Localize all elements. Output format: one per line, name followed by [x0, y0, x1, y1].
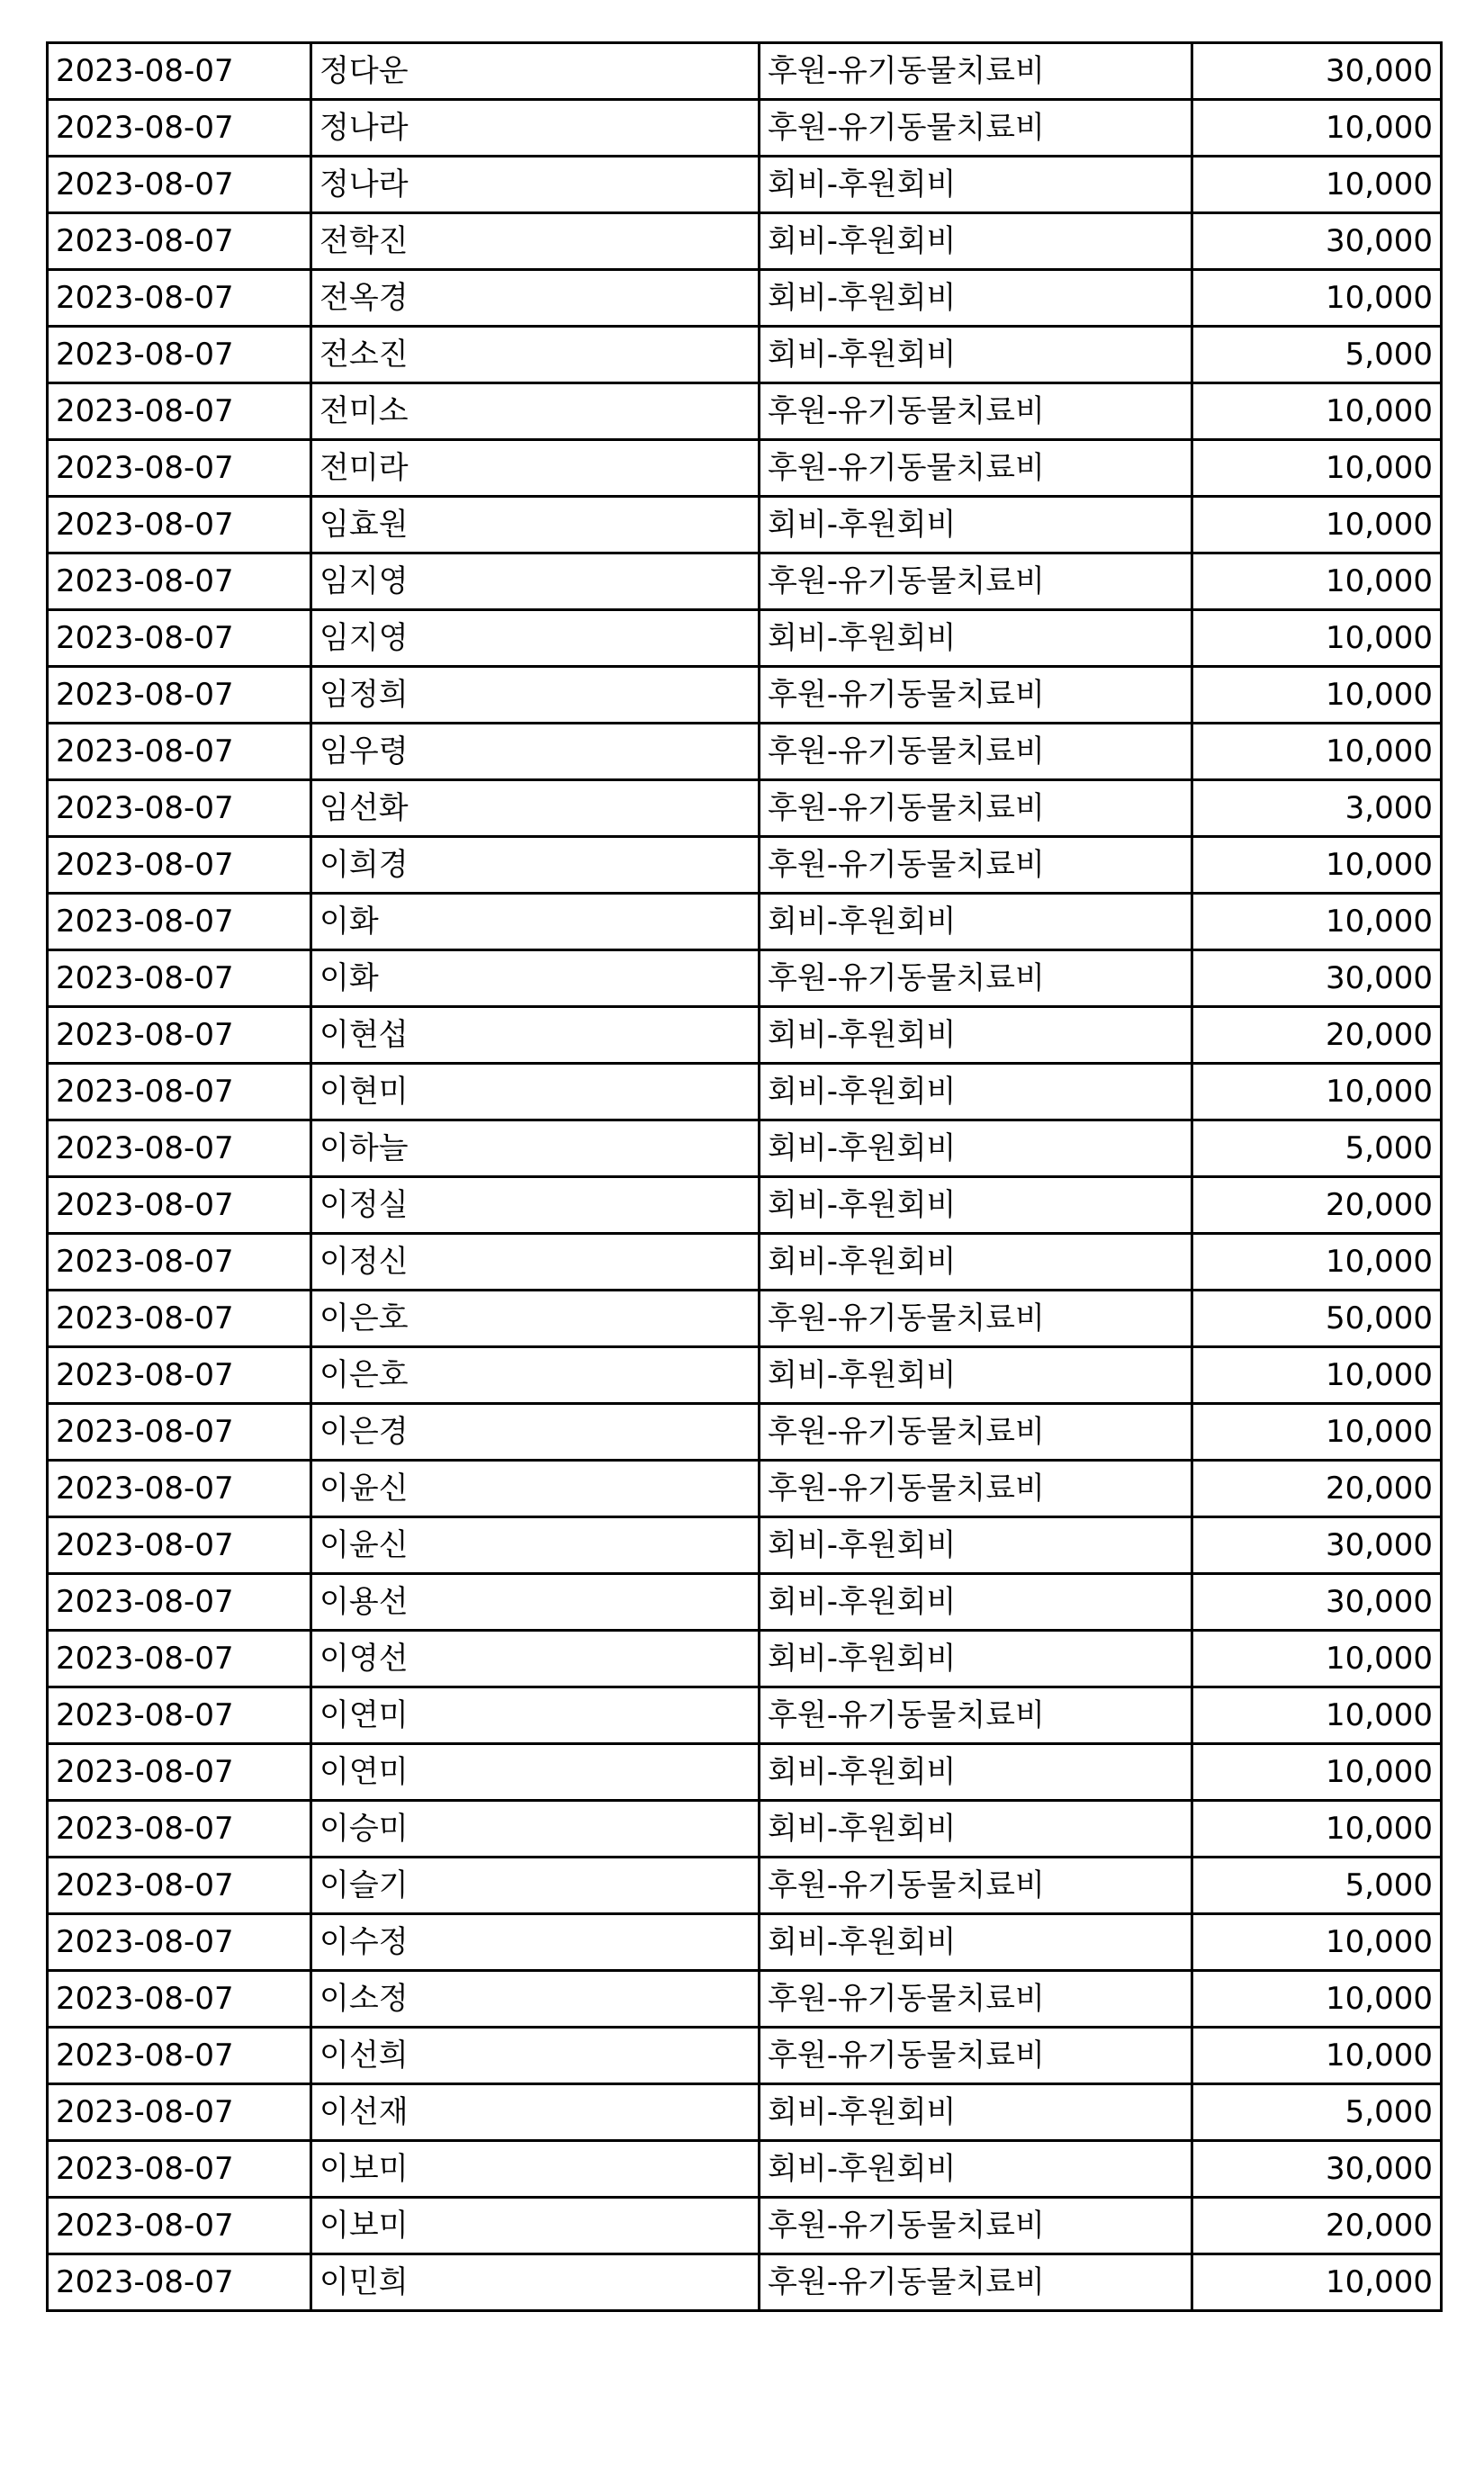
date-cell: 2023-08-07 [48, 894, 311, 950]
name-cell: 이윤신 [311, 1461, 760, 1517]
amount-cell: 10,000 [1192, 270, 1442, 327]
name-cell: 임지영 [311, 553, 760, 610]
table-row [48, 440, 1442, 497]
category-cell: 회비-후원회비 [760, 1574, 1192, 1631]
category-cell: 회비-후원회비 [760, 1631, 1192, 1687]
name-cell: 전미소 [311, 383, 760, 440]
table-row [48, 1687, 1442, 1744]
table-row [48, 1177, 1442, 1234]
date-cell: 2023-08-07 [48, 724, 311, 780]
amount-cell: 10,000 [1192, 1914, 1442, 1971]
name-cell: 이선희 [311, 2028, 760, 2084]
date-cell: 2023-08-07 [48, 2198, 311, 2254]
table-row [48, 1971, 1442, 2028]
category-cell: 후원-유기동물치료비 [760, 440, 1192, 497]
amount-cell: 10,000 [1192, 2254, 1442, 2311]
amount-cell: 3,000 [1192, 780, 1442, 837]
date-cell: 2023-08-07 [48, 837, 311, 894]
amount-cell: 10,000 [1192, 497, 1442, 553]
table-row [48, 2028, 1442, 2084]
category-cell: 회비-후원회비 [760, 1347, 1192, 1404]
category-cell: 후원-유기동물치료비 [760, 43, 1192, 100]
date-cell: 2023-08-07 [48, 1461, 311, 1517]
date-cell: 2023-08-07 [48, 327, 311, 383]
table-row [48, 1801, 1442, 1858]
name-cell: 이수정 [311, 1914, 760, 1971]
table-row [48, 43, 1442, 100]
name-cell: 이민희 [311, 2254, 760, 2311]
name-cell: 임지영 [311, 610, 760, 667]
date-cell: 2023-08-07 [48, 213, 311, 270]
table-row [48, 157, 1442, 213]
amount-cell: 30,000 [1192, 2141, 1442, 2198]
table-row [48, 2084, 1442, 2141]
category-cell: 회비-후원회비 [760, 1064, 1192, 1120]
category-cell: 회비-후원회비 [760, 1801, 1192, 1858]
date-cell: 2023-08-07 [48, 1971, 311, 2028]
donation-ledger-table [46, 41, 1443, 2312]
amount-cell: 20,000 [1192, 2198, 1442, 2254]
amount-cell: 30,000 [1192, 213, 1442, 270]
name-cell: 임정희 [311, 667, 760, 724]
table-row [48, 100, 1442, 157]
date-cell: 2023-08-07 [48, 2141, 311, 2198]
date-cell: 2023-08-07 [48, 667, 311, 724]
category-cell: 후원-유기동물치료비 [760, 1461, 1192, 1517]
amount-cell: 10,000 [1192, 1687, 1442, 1744]
table-row [48, 780, 1442, 837]
category-cell: 후원-유기동물치료비 [760, 667, 1192, 724]
category-cell: 회비-후원회비 [760, 2141, 1192, 2198]
category-cell: 후원-유기동물치료비 [760, 1404, 1192, 1461]
amount-cell: 5,000 [1192, 2084, 1442, 2141]
name-cell: 이보미 [311, 2198, 760, 2254]
category-cell: 회비-후원회비 [760, 1120, 1192, 1177]
name-cell: 이정실 [311, 1177, 760, 1234]
date-cell: 2023-08-07 [48, 1347, 311, 1404]
amount-cell: 10,000 [1192, 1404, 1442, 1461]
date-cell: 2023-08-07 [48, 1404, 311, 1461]
amount-cell: 10,000 [1192, 553, 1442, 610]
amount-cell: 5,000 [1192, 327, 1442, 383]
table-row [48, 383, 1442, 440]
date-cell: 2023-08-07 [48, 1291, 311, 1347]
table-row [48, 1291, 1442, 1347]
name-cell: 이윤신 [311, 1517, 760, 1574]
amount-cell: 30,000 [1192, 1517, 1442, 1574]
date-cell: 2023-08-07 [48, 610, 311, 667]
category-cell: 회비-후원회비 [760, 270, 1192, 327]
name-cell: 이현미 [311, 1064, 760, 1120]
name-cell: 임효원 [311, 497, 760, 553]
amount-cell: 5,000 [1192, 1120, 1442, 1177]
amount-cell: 10,000 [1192, 1744, 1442, 1801]
amount-cell: 10,000 [1192, 667, 1442, 724]
amount-cell: 30,000 [1192, 950, 1442, 1007]
table-row [48, 610, 1442, 667]
date-cell: 2023-08-07 [48, 497, 311, 553]
category-cell: 후원-유기동물치료비 [760, 1858, 1192, 1914]
date-cell: 2023-08-07 [48, 1177, 311, 1234]
amount-cell: 10,000 [1192, 1971, 1442, 2028]
amount-cell: 10,000 [1192, 157, 1442, 213]
category-cell: 회비-후원회비 [760, 610, 1192, 667]
name-cell: 이희경 [311, 837, 760, 894]
table-row [48, 497, 1442, 553]
table-row [48, 837, 1442, 894]
date-cell: 2023-08-07 [48, 553, 311, 610]
category-cell: 회비-후원회비 [760, 2084, 1192, 2141]
amount-cell: 10,000 [1192, 1631, 1442, 1687]
date-cell: 2023-08-07 [48, 1631, 311, 1687]
table-row [48, 894, 1442, 950]
date-cell: 2023-08-07 [48, 43, 311, 100]
category-cell: 회비-후원회비 [760, 327, 1192, 383]
table-row [48, 2198, 1442, 2254]
date-cell: 2023-08-07 [48, 1744, 311, 1801]
amount-cell: 10,000 [1192, 100, 1442, 157]
date-cell: 2023-08-07 [48, 1858, 311, 1914]
name-cell: 전옥경 [311, 270, 760, 327]
table-row [48, 1461, 1442, 1517]
category-cell: 회비-후원회비 [760, 1234, 1192, 1291]
name-cell: 정나라 [311, 100, 760, 157]
amount-cell: 10,000 [1192, 837, 1442, 894]
date-cell: 2023-08-07 [48, 2254, 311, 2311]
amount-cell: 20,000 [1192, 1007, 1442, 1064]
table-row [48, 950, 1442, 1007]
amount-cell: 20,000 [1192, 1177, 1442, 1234]
category-cell: 후원-유기동물치료비 [760, 100, 1192, 157]
table-row [48, 1064, 1442, 1120]
table-row [48, 1517, 1442, 1574]
table-row [48, 2141, 1442, 2198]
table-row [48, 1631, 1442, 1687]
category-cell: 후원-유기동물치료비 [760, 2254, 1192, 2311]
name-cell: 임선화 [311, 780, 760, 837]
table-row [48, 1858, 1442, 1914]
name-cell: 이연미 [311, 1687, 760, 1744]
amount-cell: 10,000 [1192, 724, 1442, 780]
date-cell: 2023-08-07 [48, 2084, 311, 2141]
category-cell: 후원-유기동물치료비 [760, 1291, 1192, 1347]
date-cell: 2023-08-07 [48, 1687, 311, 1744]
amount-cell: 50,000 [1192, 1291, 1442, 1347]
amount-cell: 10,000 [1192, 1801, 1442, 1858]
category-cell: 회비-후원회비 [760, 1914, 1192, 1971]
date-cell: 2023-08-07 [48, 1234, 311, 1291]
table-row [48, 1574, 1442, 1631]
amount-cell: 10,000 [1192, 1064, 1442, 1120]
name-cell: 이영선 [311, 1631, 760, 1687]
category-cell: 후원-유기동물치료비 [760, 1687, 1192, 1744]
name-cell: 이선재 [311, 2084, 760, 2141]
name-cell: 이화 [311, 894, 760, 950]
category-cell: 회비-후원회비 [760, 157, 1192, 213]
name-cell: 전소진 [311, 327, 760, 383]
amount-cell: 30,000 [1192, 1574, 1442, 1631]
date-cell: 2023-08-07 [48, 1801, 311, 1858]
name-cell: 이하늘 [311, 1120, 760, 1177]
amount-cell: 10,000 [1192, 383, 1442, 440]
category-cell: 회비-후원회비 [760, 213, 1192, 270]
category-cell: 후원-유기동물치료비 [760, 383, 1192, 440]
date-cell: 2023-08-07 [48, 100, 311, 157]
category-cell: 후원-유기동물치료비 [760, 553, 1192, 610]
date-cell: 2023-08-07 [48, 1574, 311, 1631]
amount-cell: 10,000 [1192, 440, 1442, 497]
name-cell: 이슬기 [311, 1858, 760, 1914]
table-row [48, 1120, 1442, 1177]
table-row [48, 1404, 1442, 1461]
table-row [48, 1914, 1442, 1971]
category-cell: 후원-유기동물치료비 [760, 780, 1192, 837]
table-row [48, 1007, 1442, 1064]
date-cell: 2023-08-07 [48, 157, 311, 213]
category-cell: 회비-후원회비 [760, 1744, 1192, 1801]
amount-cell: 30,000 [1192, 43, 1442, 100]
date-cell: 2023-08-07 [48, 1517, 311, 1574]
date-cell: 2023-08-07 [48, 270, 311, 327]
date-cell: 2023-08-07 [48, 950, 311, 1007]
name-cell: 이은호 [311, 1291, 760, 1347]
category-cell: 후원-유기동물치료비 [760, 1971, 1192, 2028]
category-cell: 후원-유기동물치료비 [760, 950, 1192, 1007]
name-cell: 임우령 [311, 724, 760, 780]
name-cell: 이승미 [311, 1801, 760, 1858]
amount-cell: 10,000 [1192, 610, 1442, 667]
table-row [48, 1347, 1442, 1404]
name-cell: 이연미 [311, 1744, 760, 1801]
name-cell: 정다운 [311, 43, 760, 100]
date-cell: 2023-08-07 [48, 780, 311, 837]
name-cell: 이정신 [311, 1234, 760, 1291]
amount-cell: 10,000 [1192, 1347, 1442, 1404]
date-cell: 2023-08-07 [48, 1007, 311, 1064]
amount-cell: 10,000 [1192, 894, 1442, 950]
date-cell: 2023-08-07 [48, 2028, 311, 2084]
category-cell: 후원-유기동물치료비 [760, 724, 1192, 780]
category-cell: 회비-후원회비 [760, 1007, 1192, 1064]
table-row [48, 1744, 1442, 1801]
name-cell: 이소정 [311, 1971, 760, 2028]
table-row [48, 1234, 1442, 1291]
category-cell: 후원-유기동물치료비 [760, 837, 1192, 894]
date-cell: 2023-08-07 [48, 1120, 311, 1177]
date-cell: 2023-08-07 [48, 440, 311, 497]
table-row [48, 2254, 1442, 2311]
table-row [48, 327, 1442, 383]
table-row [48, 667, 1442, 724]
name-cell: 이은호 [311, 1347, 760, 1404]
name-cell: 이은경 [311, 1404, 760, 1461]
date-cell: 2023-08-07 [48, 1914, 311, 1971]
ledger-body [48, 43, 1442, 2311]
category-cell: 회비-후원회비 [760, 497, 1192, 553]
table-row [48, 213, 1442, 270]
name-cell: 전미라 [311, 440, 760, 497]
name-cell: 정나라 [311, 157, 760, 213]
category-cell: 후원-유기동물치료비 [760, 2198, 1192, 2254]
table-row [48, 553, 1442, 610]
date-cell: 2023-08-07 [48, 1064, 311, 1120]
amount-cell: 10,000 [1192, 1234, 1442, 1291]
category-cell: 회비-후원회비 [760, 1177, 1192, 1234]
category-cell: 후원-유기동물치료비 [760, 2028, 1192, 2084]
date-cell: 2023-08-07 [48, 383, 311, 440]
category-cell: 회비-후원회비 [760, 1517, 1192, 1574]
amount-cell: 10,000 [1192, 2028, 1442, 2084]
amount-cell: 20,000 [1192, 1461, 1442, 1517]
amount-cell: 5,000 [1192, 1858, 1442, 1914]
name-cell: 이보미 [311, 2141, 760, 2198]
name-cell: 이화 [311, 950, 760, 1007]
table-row [48, 270, 1442, 327]
name-cell: 이현섭 [311, 1007, 760, 1064]
name-cell: 전학진 [311, 213, 760, 270]
category-cell: 회비-후원회비 [760, 894, 1192, 950]
table-row [48, 724, 1442, 780]
name-cell: 이용선 [311, 1574, 760, 1631]
